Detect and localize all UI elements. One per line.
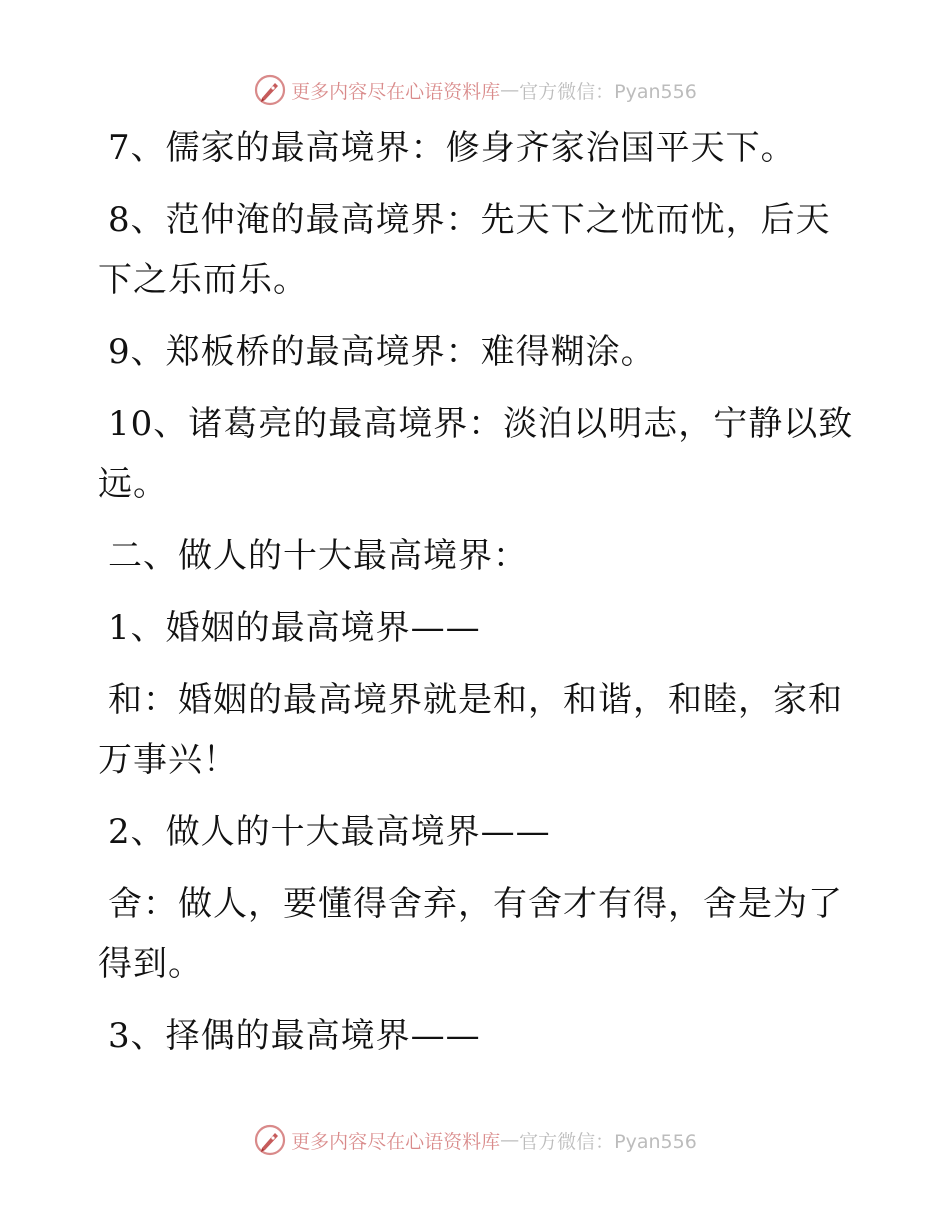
paragraph: 8、范仲淹的最高境界：先天下之忧而忧，后天下之乐而乐。 xyxy=(98,200,831,300)
banner-title: 更多内容尽在心语资料库 xyxy=(291,1130,501,1153)
paragraph: 2、做人的十大最高境界—— xyxy=(108,812,551,852)
banner-separator: — xyxy=(500,79,520,101)
banner-title: 更多内容尽在心语资料库 xyxy=(291,80,501,103)
banner-wechat: 官方微信：Pyan556 xyxy=(519,1130,697,1153)
paragraph: 和：婚姻的最高境界就是和，和谐，和睦，家和万事兴！ xyxy=(98,680,843,780)
paragraph: 1、婚姻的最高境界—— xyxy=(108,608,481,648)
paragraph: 7、儒家的最高境界：修身齐家治国平天下。 xyxy=(108,128,796,168)
header-watermark-banner xyxy=(0,70,950,110)
banner-separator: — xyxy=(500,1129,520,1151)
pen-nib-circle-icon xyxy=(253,73,287,107)
document-body xyxy=(98,118,858,1078)
paragraph: 舍：做人，要懂得舍弃，有舍才有得，舍是为了得到。 xyxy=(98,884,843,984)
footer-watermark-banner xyxy=(0,1120,950,1160)
banner-wechat: 官方微信：Pyan556 xyxy=(519,80,697,103)
paragraph: 3、择偶的最高境界—— xyxy=(108,1016,481,1056)
paragraph: 10、诸葛亮的最高境界：淡泊以明志，宁静以致远。 xyxy=(98,404,854,504)
section-heading: 二、做人的十大最高境界： xyxy=(108,536,528,576)
paragraph: 9、郑板桥的最高境界：难得糊涂。 xyxy=(108,332,656,372)
pen-nib-circle-icon xyxy=(253,1123,287,1157)
